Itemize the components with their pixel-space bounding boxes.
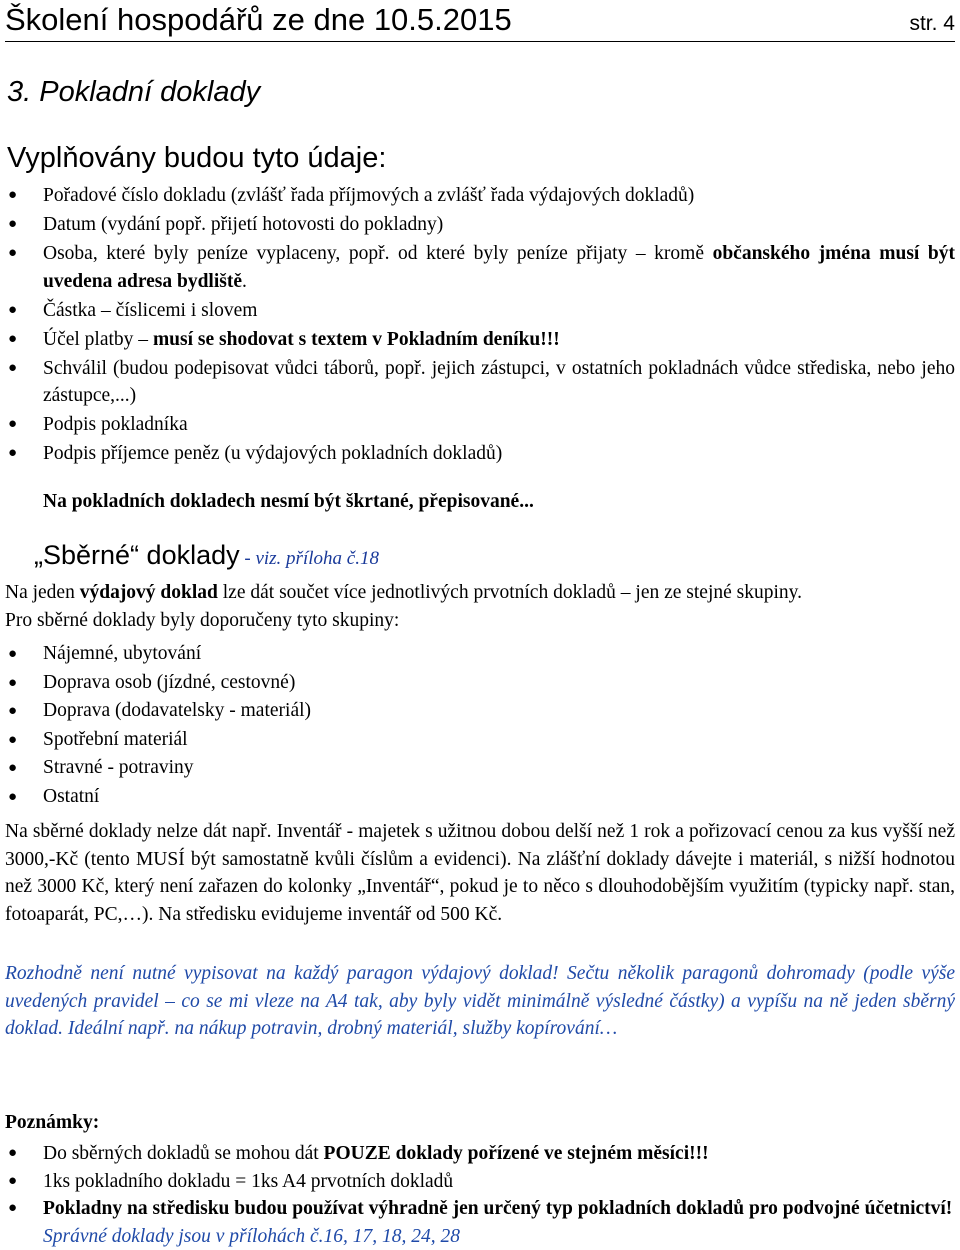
notes-heading: Poznámky: bbox=[5, 1112, 100, 1133]
list-item bbox=[0, 1195, 955, 1250]
bullet-icon: ● bbox=[8, 760, 18, 777]
list-item-text: Datum (vydání popř. přijetí hotovosti do pokladny) bbox=[43, 214, 444, 235]
list-item-text: Pořadové číslo dokladu (zvlášť řada příjmových a zvlášť řada výdajových dokladů) bbox=[43, 185, 695, 206]
list-item-text: Spotřební materiál bbox=[43, 728, 188, 750]
list-item-emphasis: občanského jména musí být uvedena adresa bydliště bbox=[43, 243, 956, 292]
attachments-ref: Správné doklady jsou v přílohách č.16, 17, 18, 24, 28 bbox=[43, 1225, 461, 1247]
list-item-text: Podpis pokladníka bbox=[43, 414, 188, 435]
list-item bbox=[0, 783, 311, 812]
text-run: Na jeden bbox=[5, 582, 80, 603]
list-item-text: Osoba, které byly peníze vyplaceny, popř. od které byly peníze přijaty – kromě bbox=[43, 243, 713, 264]
list-item bbox=[0, 355, 955, 410]
list-item-emphasis: musí se shodovat s textem v Pokladním deníku!!! bbox=[152, 328, 560, 350]
attachment-ref: - viz. příloha č.18 bbox=[239, 548, 379, 569]
bullet-icon: ● bbox=[8, 731, 18, 748]
list-item-text: Stravné - potraviny bbox=[43, 757, 194, 779]
list-item-text: Doprava osob (jízdné, cestovné) bbox=[43, 671, 296, 693]
text-run: lze dát součet více jednotlivých prvotních dokladů – jen ze stejné skupiny. bbox=[217, 582, 803, 603]
list-item-text: Doprava (dodavatelsky - materiál) bbox=[43, 700, 312, 722]
fill-heading: Vyplňovány budou tyto údaje: bbox=[7, 142, 387, 174]
bullet-icon: ● bbox=[8, 1145, 18, 1161]
page-header bbox=[5, 0, 955, 42]
list-item-text: . bbox=[242, 270, 247, 292]
warning-text: Na pokladních dokladech nesmí být škrtané, přepisované... bbox=[43, 491, 534, 512]
list-item bbox=[0, 411, 955, 439]
list-item bbox=[0, 326, 955, 354]
collective-heading bbox=[34, 540, 379, 571]
not-allowed-paragraph: Na sběrné doklady nelze dát např. Inventář - majetek s užitnou dobou delší než 1 rok a pořizovací cenou za kus vyšší než 3000,-Kč (tento MUSÍ být samostatně kvůli číslům a evidenci). Na zlášťní doklady dávejte i materiál, s nižší hodnotou než 3000 Kč, který není zařazen do kolonky „Inventář“, pokud je to něco s dlouhodobějším využitím (typicky např. stan, fotoaparát, PC,…). Na středisku evidujeme inventář od 500 Kč. bbox=[5, 821, 955, 925]
list-item bbox=[0, 726, 311, 755]
required-fields-list bbox=[0, 182, 955, 469]
bullet-icon: ● bbox=[8, 245, 18, 261]
list-item-emphasis: POUZE doklady pořízené ve stejném měsíci!!! bbox=[323, 1143, 709, 1164]
list-item-text: 1ks pokladního dokladu = 1ks A4 prvotních dokladů bbox=[43, 1170, 454, 1192]
list-item-emphasis: Pokladny na středisku budou používat výhradně jen určený typ pokladních dokladů pro podvojné účetnictví! bbox=[43, 1198, 953, 1219]
text-emphasis: výdajový doklad bbox=[79, 582, 218, 603]
section-title: 3. Pokladní doklady bbox=[7, 76, 261, 108]
list-item-text: Nájemné, ubytování bbox=[43, 643, 202, 664]
bullet-icon: ● bbox=[8, 216, 18, 232]
list-item bbox=[0, 669, 311, 698]
header-rule bbox=[5, 41, 955, 42]
list-item-text: Do sběrných dokladů se mohou dát bbox=[43, 1143, 324, 1164]
list-item bbox=[0, 697, 311, 726]
list-item bbox=[0, 640, 311, 669]
bullet-icon: ● bbox=[8, 187, 18, 203]
list-item bbox=[0, 754, 311, 783]
bullet-icon: ● bbox=[8, 788, 18, 805]
document-title: Školení hospodářů ze dne 10.5.2015 bbox=[5, 2, 512, 37]
bullet-icon: ● bbox=[8, 330, 18, 347]
bullet-icon: ● bbox=[8, 703, 18, 720]
bullet-icon: ● bbox=[8, 646, 18, 662]
collective-groups-list bbox=[0, 640, 311, 812]
list-item-text: Schválil (budou podepisovat vůdci táborů, popř. jejich zástupci, v ostatních pokladnách vůdce střediska, nebo jeho zástupce,...) bbox=[43, 357, 955, 406]
notes-list bbox=[0, 1140, 955, 1250]
bullet-icon: ● bbox=[8, 445, 18, 461]
bullet-icon: ● bbox=[8, 674, 18, 691]
bullet-icon: ● bbox=[8, 359, 18, 376]
list-item bbox=[0, 211, 955, 239]
collective-groups-intro: Pro sběrné doklady byly doporučeny tyto skupiny: bbox=[5, 609, 400, 631]
list-item bbox=[0, 440, 955, 468]
collective-rule bbox=[5, 579, 955, 607]
collective-intro bbox=[5, 579, 955, 634]
list-item bbox=[0, 1140, 955, 1168]
list-item bbox=[0, 1168, 955, 1196]
page-number: str. 4 bbox=[909, 12, 955, 35]
bullet-icon: ● bbox=[8, 1172, 18, 1189]
list-item-text: Účel platby – bbox=[43, 328, 153, 350]
bullet-icon: ● bbox=[8, 1200, 18, 1216]
list-item-text: Ostatní bbox=[43, 785, 100, 807]
list-item-text: Částka – číslicemi i slovem bbox=[43, 299, 258, 321]
bullet-icon: ● bbox=[8, 416, 18, 432]
bullet-icon: ● bbox=[8, 301, 18, 318]
list-item bbox=[0, 240, 955, 295]
list-item-text: Podpis příjemce peněz (u výdajových pokladních dokladů) bbox=[43, 443, 503, 464]
advice-paragraph: Rozhodně není nutné vypisovat na každý paragon výdajový doklad! Sečtu několik paragonů dohromady (podle výše uvedených pravidel – co se mi vleze na A4 tak, aby byly vidět minimálně výsledné částky) a vypíšu na ně jeden sběrný doklad. Ideální např. na nákup potravin, drobný materiál, služby kopírování… bbox=[5, 963, 955, 1039]
collective-heading-text: „Sběrné“ doklady bbox=[34, 540, 240, 570]
list-item bbox=[0, 182, 955, 210]
list-item bbox=[0, 297, 955, 325]
